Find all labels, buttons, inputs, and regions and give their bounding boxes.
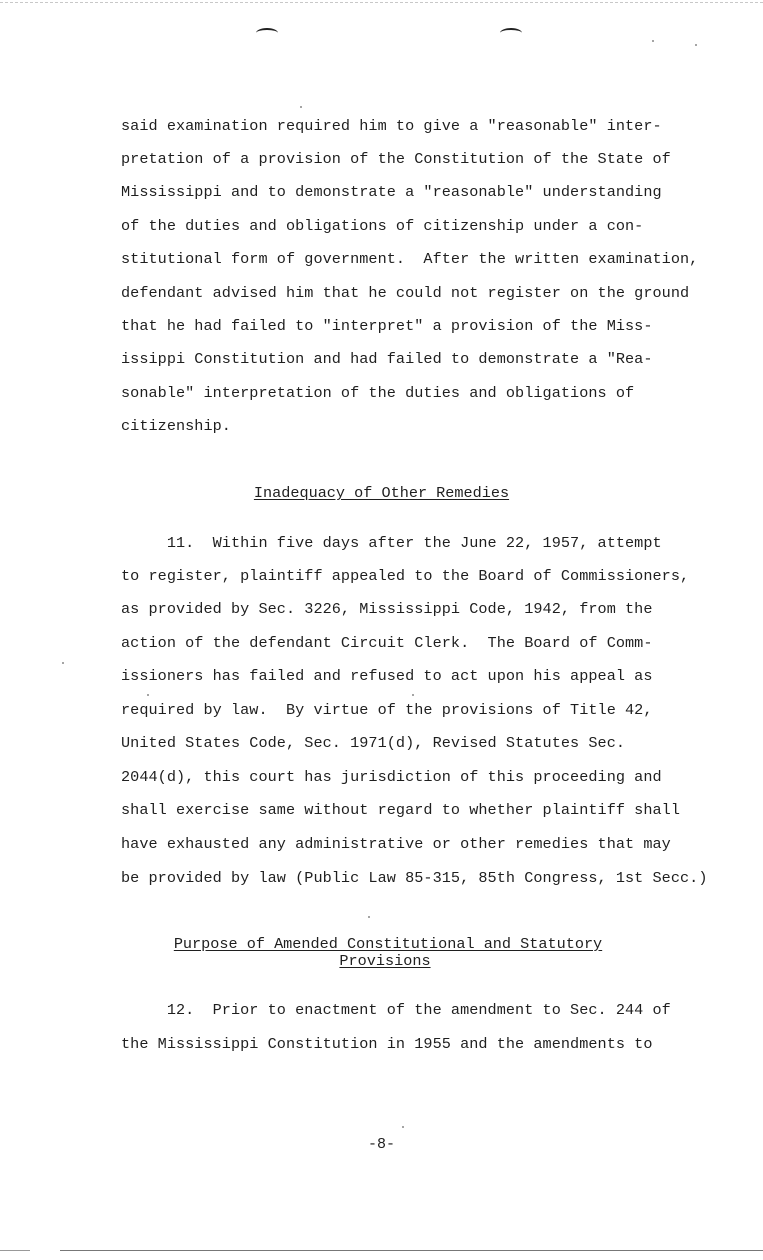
text-line: 2044(d), this court has jurisdiction of this proceeding and <box>121 768 662 786</box>
paper-speck <box>300 106 302 108</box>
binding-hole-mark-left <box>256 28 278 38</box>
binding-hole-mark-right <box>500 28 522 38</box>
text-line: have exhausted any administrative or other remedies that may <box>121 835 671 853</box>
text-line: of the duties and obligations of citizenship under a con- <box>121 217 644 235</box>
paper-speck <box>695 44 697 46</box>
text-line: 12. Prior to enactment of the amendment to Sec. 244 of <box>121 1001 671 1019</box>
paper-speck <box>412 694 414 696</box>
text-line: issioners has failed and refused to act upon his appeal as <box>121 667 653 685</box>
section-heading-purpose-continued: Provisions <box>339 952 431 970</box>
text-line: sonable" interpretation of the duties and obligations of <box>121 384 635 402</box>
text-line: stitutional form of government. After the written examination, <box>121 250 699 268</box>
section-heading-remedies: Inadequacy of Other Remedies <box>253 484 510 502</box>
text-line: 11. Within five days after the June 22, 1957, attempt <box>121 534 662 552</box>
text-line: the Mississippi Constitution in 1955 and the amendments to <box>121 1035 653 1053</box>
text-line: that he had failed to "interpret" a provision of the Miss- <box>121 317 653 335</box>
paper-speck <box>652 40 654 42</box>
text-line: Mississippi and to demonstrate a "reasonable" understanding <box>121 183 662 201</box>
paper-speck <box>368 916 370 918</box>
text-line: United States Code, Sec. 1971(d), Revised Statutes Sec. <box>121 734 626 752</box>
text-line: to register, plaintiff appealed to the Board of Commissioners, <box>121 567 690 585</box>
paper-speck <box>402 1126 404 1128</box>
text-line: pretation of a provision of the Constitution of the State of <box>121 150 671 168</box>
text-line: be provided by law (Public Law 85-315, 85th Congress, 1st Secc.) <box>121 869 708 887</box>
text-line: action of the defendant Circuit Clerk. The Board of Comm- <box>121 634 653 652</box>
text-line: issippi Constitution and had failed to demonstrate a "Rea- <box>121 350 653 368</box>
bottom-edge-line-left <box>0 1250 30 1251</box>
text-line: as provided by Sec. 3226, Mississippi Code, 1942, from the <box>121 600 653 618</box>
paper-speck <box>147 694 149 696</box>
bottom-edge-line <box>60 1250 763 1251</box>
paper-speck <box>62 662 64 664</box>
text-line: said examination required him to give a "reasonable" inter- <box>121 117 662 135</box>
text-line: shall exercise same without regard to whether plaintiff shall <box>121 801 681 819</box>
section-heading-purpose: Purpose of Amended Constitutional and Statutory <box>173 935 603 953</box>
text-line: required by law. By virtue of the provisions of Title 42, <box>121 701 653 719</box>
top-edge-border <box>0 2 763 3</box>
text-line: defendant advised him that he could not register on the ground <box>121 284 690 302</box>
page-number: -8- <box>367 1136 395 1153</box>
text-line: citizenship. <box>121 417 231 435</box>
